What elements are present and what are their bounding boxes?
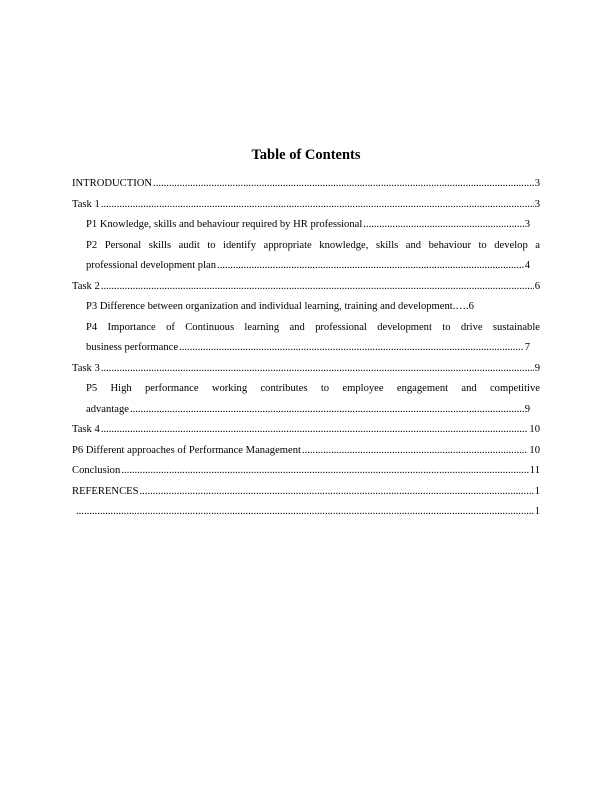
toc-entry-task-3[interactable] (72, 359, 540, 380)
toc-entry-task-2[interactable] (72, 277, 540, 298)
table-of-contents (72, 174, 540, 523)
ellipsis-leader: …. (455, 301, 469, 312)
toc-page-number: 6 (534, 280, 540, 292)
dot-leader (101, 420, 529, 441)
toc-entry-text-line2: professional development plan (86, 260, 217, 271)
toc-page-number: 4 (524, 260, 530, 271)
toc-entry-text-line2: business performance (86, 342, 179, 353)
page-title: Table of Contents (251, 147, 361, 163)
toc-entry-text: REFERENCES (72, 485, 139, 497)
toc-entry-text: Task 1 (72, 198, 100, 210)
dot-leader (153, 174, 534, 195)
toc-entry-blank[interactable] (72, 502, 540, 523)
toc-entry-text-line2: advantage (86, 403, 129, 415)
toc-entry-p5[interactable] (72, 379, 540, 420)
toc-entry-text: Task 2 (72, 280, 100, 292)
toc-page-number: 6 (468, 301, 474, 312)
toc-entry-text: Task 4 (72, 424, 100, 435)
toc-entry-introduction[interactable] (72, 174, 540, 195)
dot-leader (302, 441, 528, 462)
toc-entry-text-line1: P4 Importance of Continuous learning and professional development to drive sustainable (86, 321, 540, 333)
toc-page-number: 3 (534, 198, 540, 210)
toc-entry-text: P3 Difference between organization and individual learning, training and development. (86, 301, 456, 312)
toc-entry-text: P1 Knowledge, skills and behaviour required by HR professional (86, 219, 363, 230)
toc-page-number: 10 (529, 424, 540, 435)
toc-entry-text-line1: P2 Personal skills audit to identify appropriate knowledge, skills and behaviour to develop a (86, 239, 540, 251)
dot-leader (76, 502, 534, 523)
toc-entry-text: INTRODUCTION (72, 178, 153, 189)
toc-page-number: 1 (534, 506, 540, 517)
toc-entry-text: P6 Different approaches of Performance Management (72, 444, 301, 456)
toc-entry-p3[interactable] (72, 297, 540, 318)
dot-leader (101, 277, 534, 298)
toc-entry-task-4[interactable] (72, 420, 540, 441)
toc-entry-text: Task 3 (72, 362, 100, 374)
dot-leader (130, 400, 524, 421)
toc-entry-p1[interactable] (72, 215, 540, 236)
dot-leader (101, 195, 534, 216)
dot-leader (217, 256, 524, 277)
toc-entry-text: Conclusion (72, 465, 121, 476)
toc-page-number: 11 (529, 465, 540, 476)
toc-entry-p4[interactable] (72, 318, 540, 359)
toc-page-number: 3 (534, 178, 540, 189)
toc-page-number: 9 (524, 403, 530, 415)
toc-page-number: 1 (534, 485, 540, 497)
toc-page-number: 3 (524, 219, 530, 230)
toc-page-number: 10 (529, 444, 540, 456)
toc-entry-conclusion[interactable] (72, 461, 540, 482)
toc-page-number: 7 (524, 342, 530, 353)
dot-leader (140, 482, 534, 503)
dot-leader (363, 215, 523, 236)
toc-entry-p6[interactable] (72, 441, 540, 462)
toc-entry-p2[interactable] (72, 236, 540, 277)
toc-page-number: 9 (534, 362, 540, 374)
dot-leader (121, 461, 529, 482)
toc-entry-text-line1: P5 High performance working contributes to employee engagement and competitive (86, 383, 540, 394)
toc-entry-references[interactable] (72, 482, 540, 503)
dot-leader (101, 359, 534, 380)
toc-entry-task-1[interactable] (72, 195, 540, 216)
dot-leader (179, 338, 524, 359)
